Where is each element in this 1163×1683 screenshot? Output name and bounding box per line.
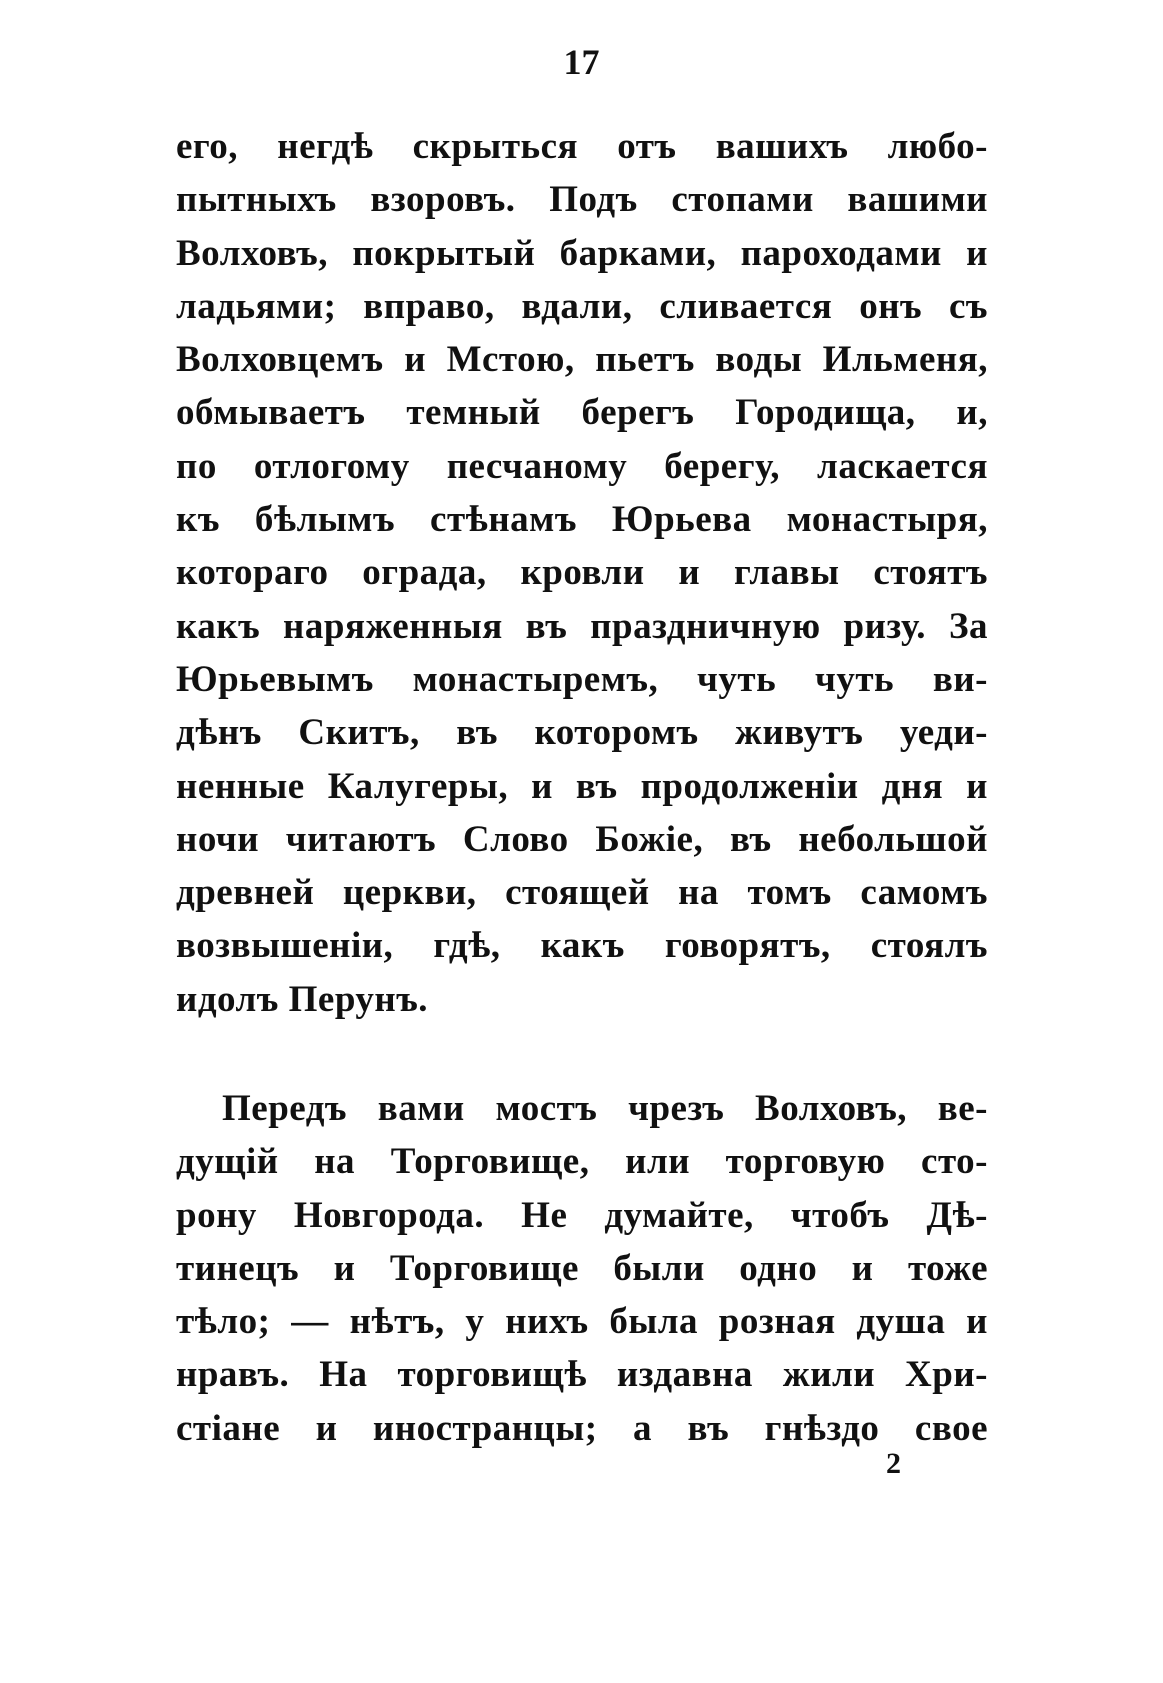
text-line: ненные Калугеры, и въ продолженіи дня и: [176, 765, 988, 807]
text-line: котораго ограда, кровли и главы стоятъ: [176, 552, 988, 594]
text-line: дущій на Торговище, или торговую сто-: [176, 1141, 988, 1183]
text-line: къ бѣлымъ стѣнамъ Юрьева монастыря,: [176, 499, 988, 541]
text-line: его, негдѣ скрыться отъ вашихъ любо-: [176, 126, 988, 167]
text-line: дѣнъ Скитъ, въ которомъ живутъ уеди-: [176, 712, 988, 754]
text-line: обмываетъ темный берегъ Городища, и,: [176, 392, 988, 434]
text-line: Волховъ, покрытый барками, пароходами и: [176, 232, 988, 274]
text-line: древней церкви, стоящей на томъ самомъ: [176, 872, 988, 914]
text-line: по отлогому песчаному берегу, ласкается: [176, 445, 988, 487]
text-line: Волховцемъ и Мстою, пьетъ воды Ильменя,: [176, 339, 988, 381]
text-line: Передъ вами мостъ чрезъ Волховъ, ве-: [222, 1088, 988, 1129]
text-line: рону Новгорода. Не думайте, чтобъ Дѣ-: [176, 1194, 988, 1236]
page-number: 17: [563, 42, 600, 82]
text-line: стіане и иностранцы; а въ гнѣздо свое: [176, 1407, 988, 1449]
text-line: пытныхъ взоровъ. Подъ стопами вашими: [176, 179, 988, 221]
text-line: идолъ Перунъ.: [176, 978, 429, 1020]
paragraph-2: [176, 1082, 988, 1455]
text-line: тѣло; — нѣтъ, у нихъ была розная душа и: [176, 1301, 988, 1343]
signature-mark: 2: [886, 1447, 901, 1480]
text-line: какъ наряженныя въ праздничную ризу. За: [176, 605, 988, 647]
text-line: возвышеніи, гдѣ, какъ говорятъ, стоялъ: [176, 925, 988, 967]
paragraph-1: [176, 120, 988, 1026]
text-line: нравъ. На торговищѣ издавна жили Хри-: [176, 1354, 988, 1396]
text-line: ладьями; вправо, вдали, сливается онъ съ: [176, 285, 988, 327]
text-line: ночи читаютъ Слово Божіе, въ небольшой: [176, 818, 988, 860]
text-line: тинецъ и Торговище были одно и тоже: [176, 1247, 988, 1289]
text-line: Юрьевымъ монастыремъ, чуть чуть ви-: [176, 658, 988, 700]
